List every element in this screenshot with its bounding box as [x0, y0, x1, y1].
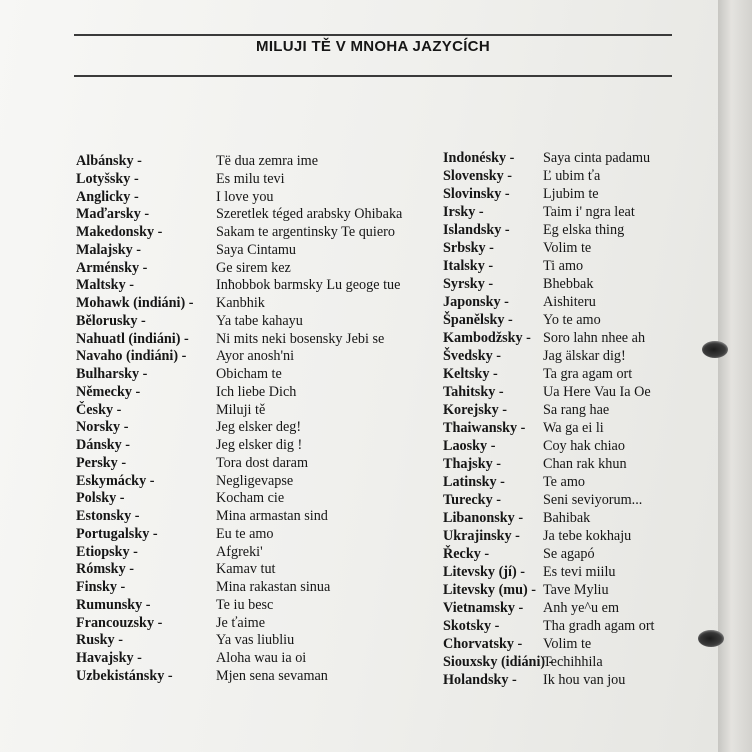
love-phrase: Coy hak chiao	[543, 438, 625, 454]
love-phrase: Techihhila	[543, 654, 603, 670]
language-name: Rumunsky -	[76, 596, 151, 613]
language-name: Chorvatsky -	[443, 636, 523, 652]
love-phrase: Ik hou van jou	[543, 672, 626, 688]
love-phrase: Anh ye^u em	[543, 600, 620, 616]
language-name: Maďarsky -	[76, 206, 150, 223]
language-name: Arménsky -	[76, 259, 148, 276]
language-name: Dánsky -	[76, 437, 131, 453]
love-phrase: Se agapó	[543, 546, 595, 562]
language-name: Navaho (indiáni) -	[76, 348, 187, 365]
language-name: Tahitsky -	[443, 384, 504, 400]
love-phrase: Tave Myliu	[543, 582, 609, 598]
love-phrase: Mjen sena sevaman	[216, 667, 328, 684]
language-name: Havajsky -	[76, 650, 142, 666]
love-phrase: Soro lahn nhee ah	[543, 330, 646, 346]
love-phrase: Miluji tě	[216, 401, 266, 418]
love-phrase: Saya cinta padamu	[543, 150, 651, 166]
language-name: Slovensky -	[443, 168, 512, 184]
language-name: Slovinsky -	[443, 186, 510, 202]
language-name: Lotyšsky -	[76, 170, 139, 187]
love-phrase: Taim i' ngra leat	[543, 204, 635, 220]
love-phrase: Jag älskar dig!	[543, 348, 626, 364]
language-name: Islandsky -	[443, 222, 510, 238]
love-phrase: Bahibak	[543, 510, 591, 526]
love-phrase: Të dua zemra ime	[216, 153, 319, 169]
love-phrase: Eg elska thing	[543, 222, 625, 238]
language-name: Laosky -	[443, 438, 496, 454]
love-phrase: Ua Here Vau Ia Oe	[543, 384, 651, 400]
love-phrase: Es milu tevi	[216, 170, 285, 187]
language-name: Nahuatl (indiáni) -	[76, 330, 189, 347]
love-phrase: Saya Cintamu	[216, 241, 296, 258]
language-name: Estonsky -	[76, 508, 140, 524]
love-phrase: Ja tebe kokhaju	[543, 528, 632, 544]
language-name: Syrsky -	[443, 276, 494, 292]
love-phrase: Aloha wau ia oi	[216, 650, 307, 666]
language-name: Italsky -	[443, 258, 494, 274]
page-title: MILUJI TĚ V MNOHA JAZYCÍCH	[256, 38, 490, 55]
language-name: Thaiwansky -	[443, 420, 526, 436]
love-phrase: Ge sirem kez	[216, 259, 291, 276]
love-phrase: Ti amo	[543, 258, 584, 274]
love-phrase: Volim te	[543, 636, 592, 652]
punch-hole	[698, 630, 724, 647]
language-name: Litevsky (jí) -	[443, 564, 525, 580]
love-phrase: Ich liebe Dich	[216, 383, 297, 400]
language-name: Anglicky -	[76, 188, 139, 205]
language-name: Bulharsky -	[76, 366, 148, 382]
love-phrase: Tora dost daram	[216, 454, 308, 471]
language-name: Finsky -	[76, 579, 126, 595]
language-name: Rusky -	[76, 632, 123, 649]
language-name: Japonsky -	[443, 294, 509, 310]
language-name: Uzbekistánsky -	[76, 667, 173, 684]
language-name: Švedsky -	[443, 348, 501, 364]
language-name: Řecky -	[443, 546, 490, 562]
love-phrase: Inħobbok barmsky Lu geoge tue	[216, 277, 401, 294]
love-phrase: Te iu besc	[216, 596, 274, 613]
love-phrase: Kocham cie	[216, 490, 285, 507]
language-name: Etiopsky -	[76, 543, 138, 560]
language-name: Bělorusky -	[76, 312, 146, 329]
language-name: Albánsky -	[76, 153, 142, 169]
love-phrase: Seni seviyorum...	[543, 492, 643, 508]
language-name: Norsky -	[76, 419, 129, 436]
love-phrase: Ya tabe kahayu	[216, 312, 303, 329]
language-name: Litevsky (mu) -	[443, 582, 537, 598]
love-phrase: Afgreki'	[216, 543, 263, 560]
love-phrase: Tha gradh agam ort	[543, 618, 655, 634]
bottom-rule	[74, 75, 672, 77]
language-name: Mohawk (indiáni) -	[76, 295, 194, 311]
language-name: Ukrajinsky -	[443, 528, 520, 544]
love-phrase: Jeg elsker deg!	[216, 419, 302, 436]
language-name: Polsky -	[76, 490, 125, 507]
love-phrase: Szeretlek téged arabsky Ohibaka	[216, 206, 403, 223]
language-name: Latinsky -	[443, 474, 505, 490]
top-rule	[74, 34, 672, 36]
language-name: Maltsky -	[76, 277, 134, 294]
language-name: Holandsky -	[443, 672, 517, 688]
love-phrase: Mina rakastan sinua	[216, 579, 331, 595]
love-phrase: Aishiteru	[543, 294, 596, 310]
language-name: Španělsky -	[443, 312, 513, 328]
love-phrase: Bhebbak	[543, 276, 594, 292]
love-phrase: Sa rang hae	[543, 402, 610, 418]
language-name: Indonésky -	[443, 150, 515, 166]
love-phrase: Kamav tut	[216, 561, 276, 578]
love-phrase: Te amo	[543, 474, 585, 490]
language-name: Česky -	[76, 401, 122, 418]
love-phrase: Wa ga ei li	[543, 420, 604, 436]
language-name: Francouzsky -	[76, 614, 163, 631]
love-phrase: Ayor anosh'ni	[216, 348, 295, 365]
love-phrase: Kanbhik	[216, 295, 265, 311]
language-name: Rómsky -	[76, 561, 134, 578]
language-name: Libanonsky -	[443, 510, 524, 526]
love-phrase: Eu te amo	[216, 525, 274, 542]
love-phrase: Jeg elsker dig !	[216, 437, 303, 453]
punch-hole	[702, 341, 728, 358]
language-name: Makedonsky -	[76, 224, 163, 240]
love-phrase: Yo te amo	[543, 312, 601, 328]
language-name: Siouxsky (idiáni) -	[443, 654, 554, 670]
language-name: Německy -	[76, 383, 141, 400]
love-phrase: Ljubim te	[543, 186, 599, 202]
love-phrase: Ľ ubim ťa	[543, 168, 601, 184]
love-phrase: Sakam te argentinsky Te quiero	[216, 224, 395, 240]
language-name: Portugalsky -	[76, 525, 158, 542]
love-phrase: Es tevi miilu	[543, 564, 616, 580]
love-phrase: Negligevapse	[216, 472, 294, 489]
language-name: Srbsky -	[443, 240, 494, 256]
love-phrase: Je ťaime	[216, 614, 265, 631]
language-name: Keltsky -	[443, 366, 498, 382]
language-name: Irsky -	[443, 204, 484, 220]
language-name: Kambodžsky -	[443, 330, 531, 346]
language-name: Thajsky -	[443, 456, 501, 472]
love-phrase: Ya vas liubliu	[216, 632, 295, 649]
love-phrase: Ni mits neki bosensky Jebi se	[216, 330, 385, 347]
love-phrase: Mina armastan sind	[216, 508, 328, 524]
love-phrase: Ta gra agam ort	[543, 366, 633, 382]
love-phrase: Chan rak khun	[543, 456, 627, 472]
language-name: Vietnamsky -	[443, 600, 524, 616]
language-name: Korejsky -	[443, 402, 507, 418]
language-name: Malajsky -	[76, 241, 142, 258]
language-name: Eskymácky -	[76, 472, 155, 489]
language-name: Skotsky -	[443, 618, 500, 634]
love-phrase: I love you	[216, 188, 274, 205]
love-phrase: Obicham te	[216, 366, 282, 382]
love-phrase: Volim te	[543, 240, 592, 256]
language-name: Turecky -	[443, 492, 501, 508]
language-name: Persky -	[76, 454, 127, 471]
